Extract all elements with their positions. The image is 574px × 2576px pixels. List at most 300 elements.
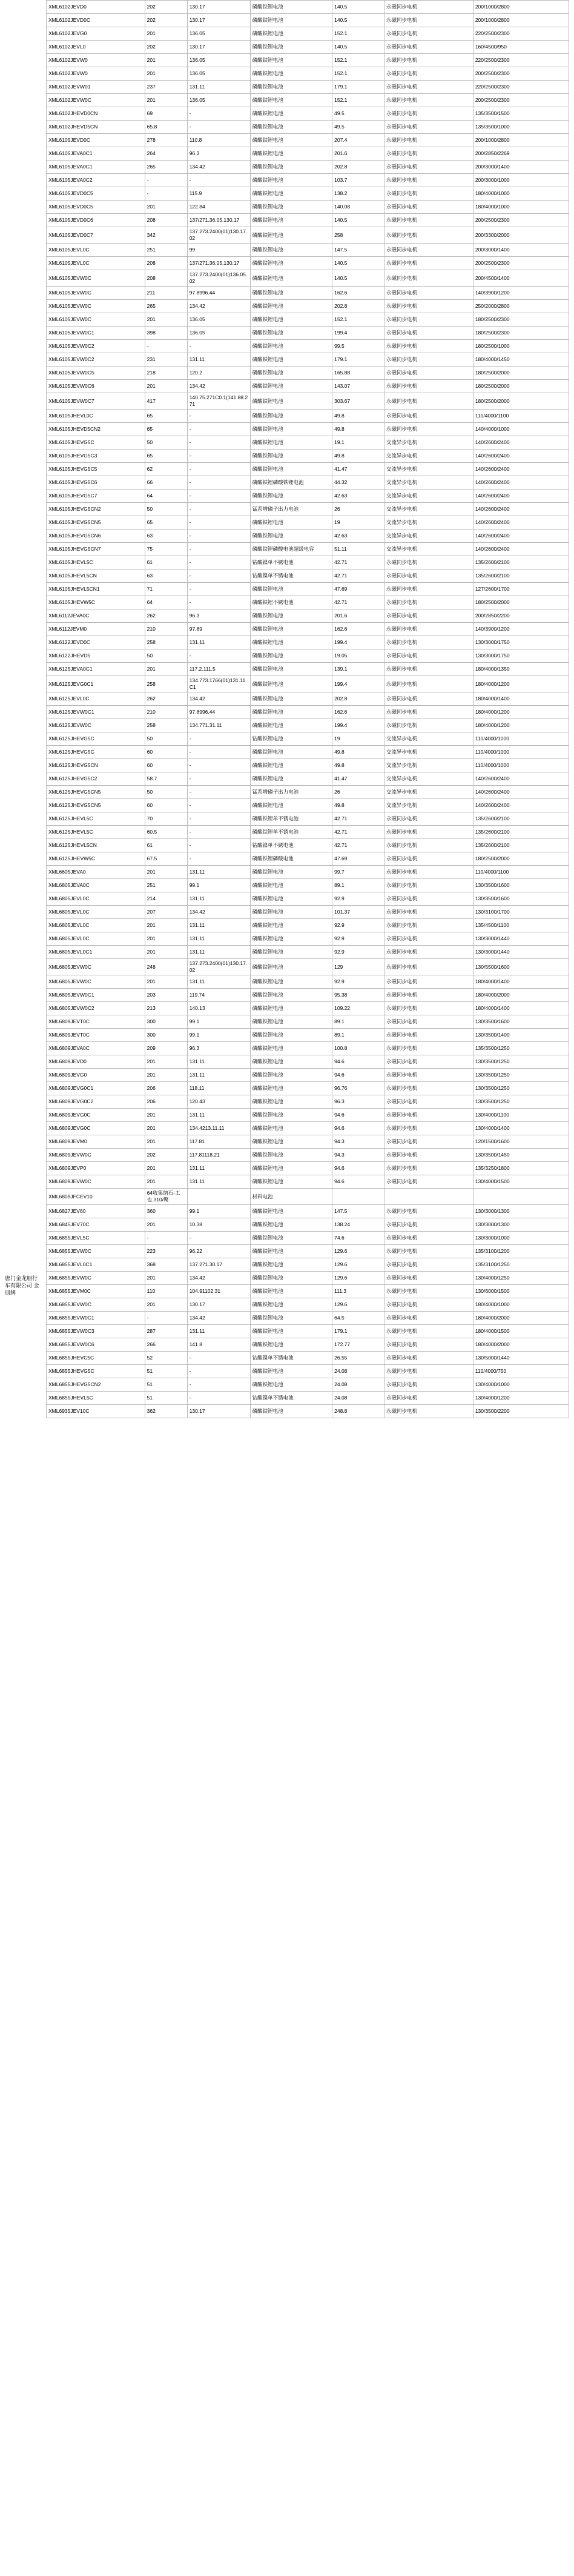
table-cell: 64.5	[332, 1312, 384, 1325]
table-cell: XML6105JEVW0C	[47, 300, 145, 313]
table-cell: 磷酸铁锂电池	[250, 1338, 332, 1352]
table-cell: 磷酸铁锂电池	[250, 516, 332, 529]
table-cell: 135/3250/1800	[473, 1162, 569, 1175]
table-cell: XML6102JEVD0C	[47, 14, 145, 27]
table-cell: 131.11	[187, 1175, 250, 1189]
table-cell: 130/4000/1400	[473, 1122, 569, 1135]
table-cell: 131.11	[187, 932, 250, 946]
table-cell: 208	[145, 257, 187, 270]
table-row	[47, 1149, 569, 1162]
table-cell: 180/4000/1400	[473, 1002, 569, 1015]
table-cell: 磷酸铁锂电池	[250, 1378, 332, 1392]
table-row	[47, 1122, 569, 1135]
table-cell: 131.11	[187, 975, 250, 989]
table-cell: 磷酸铁锂电池	[250, 866, 332, 879]
table-cell: 永磁同步电机	[384, 1162, 473, 1175]
table-cell: 永磁同步电机	[384, 41, 473, 54]
table-cell: -	[187, 1392, 250, 1405]
table-cell: 201	[145, 1055, 187, 1069]
table-row	[47, 1245, 569, 1258]
table-cell: 永磁同步电机	[384, 1405, 473, 1418]
table-cell: 135/3500/1500	[473, 107, 569, 121]
table-cell: XML6105JEVW0C1	[47, 327, 145, 340]
table-cell: 磷酸铁锂电池	[250, 393, 332, 410]
table-row	[47, 257, 569, 270]
table-cell: 永磁同步电机	[384, 380, 473, 393]
table-cell: 97.8996.44	[187, 287, 250, 300]
table-cell: -	[187, 772, 250, 786]
table-cell: 200/3000/1400	[473, 244, 569, 257]
table-cell: 磷酸铁锂电池	[250, 67, 332, 81]
table-cell: 203	[145, 989, 187, 1002]
table-cell: 130/3000/1750	[473, 636, 569, 649]
table-cell: XML6105JHEVL0C	[47, 410, 145, 423]
table-cell: 61	[145, 556, 187, 569]
table-cell: 钴酸镍单不锈电池	[250, 569, 332, 583]
table-cell: 永磁同步电机	[384, 367, 473, 380]
table-cell: 51	[145, 1378, 187, 1392]
table-row	[47, 1082, 569, 1095]
table-cell: 180/2500/2000	[473, 596, 569, 609]
table-cell: 111.3	[332, 1285, 384, 1298]
table-cell: -	[187, 107, 250, 121]
table-cell: 100.8	[332, 1042, 384, 1055]
table-cell: 磷酸铁锂电池	[250, 1109, 332, 1122]
table-row	[47, 174, 569, 187]
table-cell: 130/3500/1600	[473, 879, 569, 892]
table-cell: 262	[145, 692, 187, 706]
table-row	[47, 227, 569, 244]
table-cell: 152.1	[332, 54, 384, 67]
table-cell: XML6809JEVT0C	[47, 1029, 145, 1042]
table-cell: 92.9	[332, 946, 384, 959]
table-cell: 180/2500/2300	[473, 313, 569, 327]
table-cell: 磷酸铁锂电池	[250, 676, 332, 692]
table-cell: 磷酸铁锂电池	[250, 107, 332, 121]
table-cell: 磷酸铁锂电池	[250, 759, 332, 772]
table-row	[47, 812, 569, 826]
table-cell: XML6125JEVG0C1	[47, 676, 145, 692]
table-cell: 磷酸铁锂不锈电池	[250, 596, 332, 609]
table-cell: -	[187, 569, 250, 583]
table-cell: XML6112JEVA0C	[47, 609, 145, 623]
table-cell: 永磁同步电机	[384, 1312, 473, 1325]
table-cell: 199.4	[332, 676, 384, 692]
table-cell: 143.07	[332, 380, 384, 393]
table-cell: 交流异步电机	[384, 476, 473, 490]
table-cell: 99.1	[187, 1205, 250, 1218]
table-cell: 交流异步电机	[384, 490, 473, 503]
table-cell: 51	[145, 1392, 187, 1405]
table-cell: -	[187, 583, 250, 596]
table-row	[47, 1189, 569, 1205]
table-cell: -	[187, 516, 250, 529]
table-cell: 201	[145, 1109, 187, 1122]
table-cell: 137.273.2400(01)130.17.02	[187, 227, 250, 244]
table-cell: 永磁同步电机	[384, 1258, 473, 1272]
table-cell: 129.6	[332, 1245, 384, 1258]
table-cell: 磷酸铁锂电池	[250, 313, 332, 327]
table-cell: 永磁同步电机	[384, 1352, 473, 1365]
table-cell: 130/4000/1250	[473, 1272, 569, 1285]
table-cell: 129.6	[332, 1272, 384, 1285]
table-cell: 200/2500/2300	[473, 257, 569, 270]
table-cell: XML6105JEVW0C2	[47, 353, 145, 367]
table-cell: 140.5	[332, 257, 384, 270]
table-cell: 180/4000/1000	[473, 201, 569, 214]
table-cell: 磷酸铁锂电池	[250, 257, 332, 270]
table-cell: XML6125JHEVW5C	[47, 852, 145, 866]
table-cell: 131.11	[187, 353, 250, 367]
table-cell: 220/2500/2300	[473, 27, 569, 41]
table-cell: 永磁同步电机	[384, 270, 473, 287]
table-cell: XML6105JHEVG5C	[47, 436, 145, 450]
table-cell: 141.8	[187, 1338, 250, 1352]
table-cell: 磷酸铁锂电池	[250, 879, 332, 892]
table-cell: 180/4000/1350	[473, 663, 569, 676]
table-cell: 磷酸铁锂电池	[250, 300, 332, 313]
table-cell: 130/3000/1300	[473, 1218, 569, 1232]
table-cell: XML6105JHEVG5CN2	[47, 503, 145, 516]
table-cell: XML6105JHEVW5C	[47, 596, 145, 609]
table-cell: 交流异步电机	[384, 503, 473, 516]
table-cell: 202.8	[332, 300, 384, 313]
table-cell: 129.6	[332, 1258, 384, 1272]
table-cell: 266	[145, 1338, 187, 1352]
table-cell: 136.05	[187, 94, 250, 107]
table-cell: XML6105JEVW0C	[47, 287, 145, 300]
table-cell: 152.1	[332, 313, 384, 327]
table-cell: 179.1	[332, 353, 384, 367]
table-cell: 92.9	[332, 892, 384, 906]
table-row	[47, 543, 569, 556]
table-cell: XML6105JEVW0C6	[47, 380, 145, 393]
table-cell: XML6855JEVW0C	[47, 1298, 145, 1312]
table-cell: XML6855JEVW0C	[47, 1272, 145, 1285]
table-cell: 162.6	[332, 287, 384, 300]
table-cell: 130.17	[187, 41, 250, 54]
table-cell: 永磁同步电机	[384, 596, 473, 609]
table-cell: 342	[145, 227, 187, 244]
table-cell: 交流异步电机	[384, 529, 473, 543]
table-cell: 136.05	[187, 54, 250, 67]
table-cell: -	[187, 436, 250, 450]
table-body	[47, 1, 569, 1418]
table-cell: 180/4000/1450	[473, 353, 569, 367]
table-cell: 130/3500/1450	[473, 1149, 569, 1162]
table-cell: 磷酸铁锂单不锈电池	[250, 826, 332, 839]
table-cell: 磷酸铁锂电池	[250, 244, 332, 257]
table-cell: 89.1	[332, 879, 384, 892]
table-cell: 磷酸铁锂电池	[250, 1175, 332, 1189]
table-cell: 磷酸铁锂电池	[250, 1232, 332, 1245]
table-cell: 130/3000/1300	[473, 1205, 569, 1218]
table-cell: 永磁同步电机	[384, 1298, 473, 1312]
table-cell: 118.11	[187, 1082, 250, 1095]
table-cell: 131.11	[187, 1325, 250, 1338]
table-cell: 258	[145, 636, 187, 649]
table-cell: 131.11	[187, 81, 250, 94]
table-row	[47, 1392, 569, 1405]
table-cell: 122.84	[187, 201, 250, 214]
table-cell: 永磁同步电机	[384, 14, 473, 27]
table-cell: 61	[145, 839, 187, 852]
table-cell: XML6809JEVT0C	[47, 1015, 145, 1029]
table-row	[47, 1325, 569, 1338]
table-row	[47, 340, 569, 353]
table-cell: XML6105JEVA0C1	[47, 147, 145, 161]
table-cell: 永磁同步电机	[384, 227, 473, 244]
table-row	[47, 1205, 569, 1218]
table-cell: 201	[145, 54, 187, 67]
table-cell: XML6809JEVG0C	[47, 1109, 145, 1122]
table-cell: 62	[145, 463, 187, 476]
table-cell: 锰系增磷子出力电池	[250, 503, 332, 516]
table-cell: -	[145, 1312, 187, 1325]
table-cell: 140/2600/2400	[473, 503, 569, 516]
table-cell: 131.11	[187, 1069, 250, 1082]
table-cell: 136.05	[187, 27, 250, 41]
table-cell: 永磁同步电机	[384, 919, 473, 932]
table-cell: 交流异步电机	[384, 543, 473, 556]
table-cell: 19	[332, 732, 384, 746]
table-cell: 永磁同步电机	[384, 1392, 473, 1405]
table-cell: -	[187, 759, 250, 772]
table-cell: 200/3000/1400	[473, 161, 569, 174]
table-cell: 140.5	[332, 214, 384, 227]
table-cell: XML6605JEVA0	[47, 866, 145, 879]
table-cell: XML6105JHEVL5CN1	[47, 583, 145, 596]
table-row	[47, 1405, 569, 1418]
table-cell: 磷酸铁锂电池	[250, 1258, 332, 1272]
table-cell: XML6122JHEVD5	[47, 649, 145, 663]
table-cell: 137.273.2400(01)130.17.02	[187, 959, 250, 975]
table-cell: 50	[145, 503, 187, 516]
table-cell: 213	[145, 1002, 187, 1015]
table-cell: 65.8	[145, 121, 187, 134]
table-cell: 钴酸镍单不锈电池	[250, 839, 332, 852]
table-cell: 131.11	[187, 892, 250, 906]
table-cell: 92.9	[332, 932, 384, 946]
table-cell: 211	[145, 287, 187, 300]
table-cell: XML6105JHEVD5CN2	[47, 423, 145, 436]
table-cell: 92.9	[332, 919, 384, 932]
table-cell: 永磁同步电机	[384, 583, 473, 596]
table-cell: XML6105JHEVG5C7	[47, 490, 145, 503]
table-cell: XML6809JEVA0C	[47, 1042, 145, 1055]
table-cell: 磷酸铁锂电池	[250, 353, 332, 367]
table-cell: 永磁同步电机	[384, 327, 473, 340]
table-cell: XML6805JEVA0C	[47, 879, 145, 892]
table-cell: 265	[145, 300, 187, 313]
table-cell: XML6855JEVL0C1	[47, 1258, 145, 1272]
table-cell: 131.11	[187, 946, 250, 959]
table-cell: 永磁同步电机	[384, 1245, 473, 1258]
table-cell: XML6105JHEVG5C5	[47, 463, 145, 476]
table-cell: 交流异步电机	[384, 772, 473, 786]
table-cell: -	[187, 1232, 250, 1245]
table-row	[47, 892, 569, 906]
table-cell: 磷酸铁锂电池	[250, 121, 332, 134]
table-cell: XML6809JEVD0	[47, 1055, 145, 1069]
table-cell: 磷酸铁锂电池	[250, 1029, 332, 1042]
table-cell: 磷酸铁锂电池	[250, 94, 332, 107]
table-cell: 120.43	[187, 1095, 250, 1109]
table-cell: 251	[145, 879, 187, 892]
table-cell: 永磁同步电机	[384, 1069, 473, 1082]
table-row	[47, 287, 569, 300]
table-cell: 152.1	[332, 94, 384, 107]
table-cell: 140.75.271C0.1(141.88.271	[187, 393, 250, 410]
table-cell: XML6105JEVW0C	[47, 270, 145, 287]
table-cell: 398	[145, 327, 187, 340]
table-cell: 134.42	[187, 161, 250, 174]
table-cell: -	[187, 450, 250, 463]
table-cell: 130.17	[187, 14, 250, 27]
table-cell: 140/2600/2400	[473, 436, 569, 450]
table-cell: 94.6	[332, 1109, 384, 1122]
table-cell: 磷酸铁锂电池	[250, 450, 332, 463]
company-note: 唐门金龙朋行车有限公司 金朋牌	[5, 1275, 39, 1296]
table-cell: 135/3500/1250	[473, 1042, 569, 1055]
table-cell: 19.1	[332, 436, 384, 450]
table-cell: 50	[145, 732, 187, 746]
table-cell: 97.8996.44	[187, 706, 250, 719]
table-cell: XML6105JHEVG5CN5	[47, 516, 145, 529]
table-cell: 永磁同步电机	[384, 214, 473, 227]
table-row	[47, 1365, 569, 1378]
table-cell: -	[187, 410, 250, 423]
table-cell: XML6809JEVP0	[47, 1162, 145, 1175]
table-cell: 60.5	[145, 826, 187, 839]
table-cell: -	[145, 1232, 187, 1245]
table-cell: 75	[145, 543, 187, 556]
table-cell: 永磁同步电机	[384, 569, 473, 583]
table-cell: 264	[145, 147, 187, 161]
table-cell: XML6855JEVM0C	[47, 1285, 145, 1298]
table-row	[47, 270, 569, 287]
table-cell: 磷酸铁锂电池	[250, 919, 332, 932]
table-cell: -	[187, 596, 250, 609]
table-cell: 135/2600/2100	[473, 812, 569, 826]
table-cell: 200/2500/2300	[473, 214, 569, 227]
table-cell: -	[187, 543, 250, 556]
table-cell: 94.6	[332, 1162, 384, 1175]
table-cell: 202	[145, 1, 187, 14]
table-cell: 永磁同步电机	[384, 1095, 473, 1109]
table-cell: 231	[145, 353, 187, 367]
table-cell: 110	[145, 1285, 187, 1298]
table-cell: 130.17	[187, 1, 250, 14]
table-row	[47, 663, 569, 676]
table-cell: XML6122JEVD0C	[47, 636, 145, 649]
table-cell: XML6105JEVW0C5	[47, 367, 145, 380]
table-cell: XML6805JEVW0C2	[47, 1002, 145, 1015]
table-cell: 130/5000/1440	[473, 1352, 569, 1365]
table-cell: 49.8	[332, 799, 384, 812]
table-cell: 134.42	[187, 1312, 250, 1325]
table-row	[47, 583, 569, 596]
table-cell: 201	[145, 1162, 187, 1175]
table-cell: 磷酸铁锂电池	[250, 906, 332, 919]
table-cell: 135/2600/2100	[473, 839, 569, 852]
table-cell: 51	[145, 1365, 187, 1378]
table-cell: 49.8	[332, 423, 384, 436]
table-cell: XML6855JHEVG5C	[47, 1365, 145, 1378]
table-cell: 永磁同步电机	[384, 1338, 473, 1352]
table-cell: 136.05	[187, 67, 250, 81]
table-cell: 磷酸铁锂电池	[250, 410, 332, 423]
table-cell: 60	[145, 799, 187, 812]
table-cell: 180/4000/1000	[473, 1298, 569, 1312]
table-cell: 磷酸铁锂电池	[250, 54, 332, 67]
table-row	[47, 866, 569, 879]
table-cell: XML6809JFCEV10	[47, 1189, 145, 1205]
table-cell: 磷酸铁锂电池	[250, 161, 332, 174]
table-cell: 磷酸铁锂电池	[250, 1162, 332, 1175]
table-cell: 永磁同步电机	[384, 121, 473, 134]
table-cell: 永磁同步电机	[384, 67, 473, 81]
table-cell: 永磁同步电机	[384, 287, 473, 300]
table-cell: 永磁同步电机	[384, 692, 473, 706]
table-cell: 26	[332, 786, 384, 799]
table-cell: 交流异步电机	[384, 463, 473, 476]
table-cell: XML6805JEVL0C	[47, 892, 145, 906]
table-cell: 永磁同步电机	[384, 1205, 473, 1218]
table-cell: 永磁同步电机	[384, 244, 473, 257]
table-cell: 60	[145, 746, 187, 759]
table-cell: 208	[145, 270, 187, 287]
table-cell: -	[187, 649, 250, 663]
table-row	[47, 353, 569, 367]
table-cell: 49.8	[332, 450, 384, 463]
table-cell: 201	[145, 663, 187, 676]
table-cell: 130/3500/1600	[473, 1015, 569, 1029]
table-cell: XML6805JEVW0C	[47, 975, 145, 989]
table-row	[47, 529, 569, 543]
table-cell: 41.47	[332, 772, 384, 786]
table-cell: 130/3500/1250	[473, 1055, 569, 1069]
table-cell: -	[187, 121, 250, 134]
table-cell: 140/2600/2400	[473, 490, 569, 503]
table-row	[47, 786, 569, 799]
table-cell: 磷酸铁锂电池	[250, 1095, 332, 1109]
table-cell: 206	[145, 1082, 187, 1095]
table-cell: 交流异步电机	[384, 450, 473, 463]
table-cell: -	[187, 826, 250, 839]
table-cell: 磷酸铁锂电池	[250, 706, 332, 719]
table-cell: 磷酸铁锂电池	[250, 201, 332, 214]
table-cell: 钴酸镍单不锈电池	[250, 556, 332, 569]
table-cell: 202.8	[332, 161, 384, 174]
table-cell: XML6125JEVA0C1	[47, 663, 145, 676]
table-cell: 137/271.36.05.130.17	[187, 257, 250, 270]
table-cell	[332, 1189, 384, 1205]
table-cell: 50	[145, 649, 187, 663]
table-cell	[187, 1189, 250, 1205]
table-cell: 磷酸铁锂电池	[250, 1042, 332, 1055]
table-cell: 磷酸铁锂电池	[250, 1285, 332, 1298]
table-cell: 109.22	[332, 1002, 384, 1015]
table-cell: 130.17	[187, 1298, 250, 1312]
table-cell: 209	[145, 1042, 187, 1055]
table-cell	[473, 1189, 569, 1205]
table-cell: XML6855JHEVC5C	[47, 1352, 145, 1365]
table-cell: 49.5	[332, 107, 384, 121]
table-cell: 104.91102.31	[187, 1285, 250, 1298]
table-cell: XML6102JEVW0	[47, 54, 145, 67]
table-cell: 24.08	[332, 1365, 384, 1378]
